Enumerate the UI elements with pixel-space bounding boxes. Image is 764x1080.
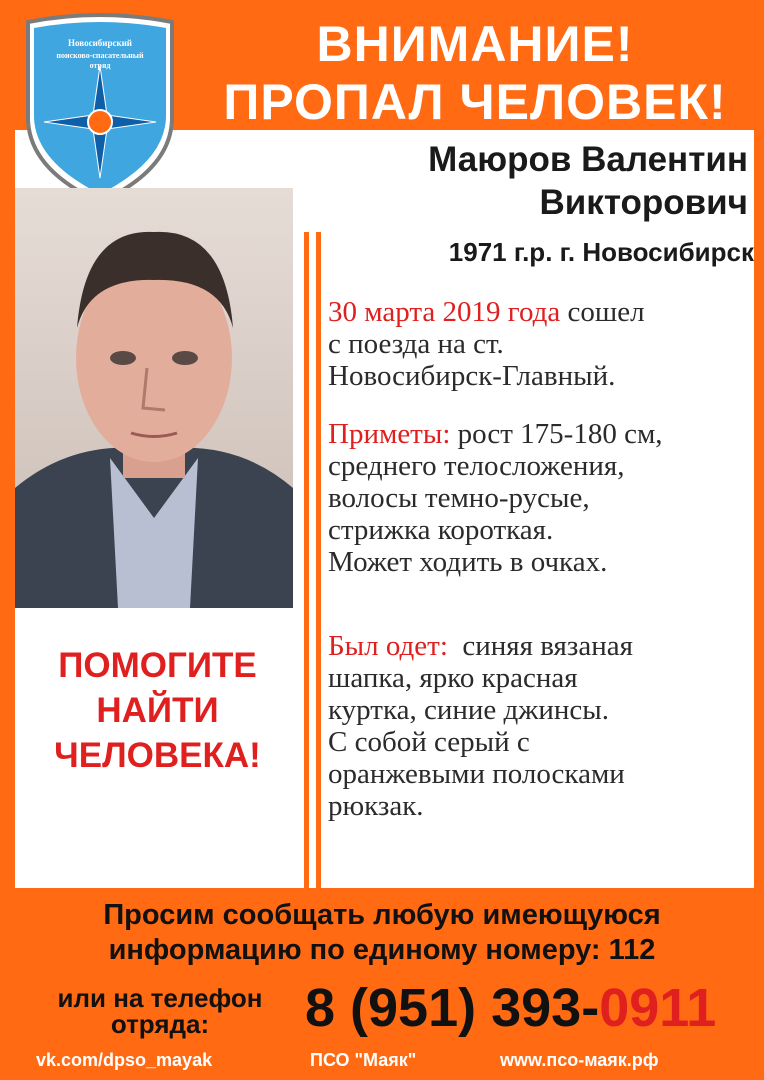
report-request	[10, 898, 754, 968]
help-line-3: ЧЕЛОВЕКА!	[54, 736, 261, 775]
help-line-2: НАЙТИ	[96, 691, 219, 730]
clothes-line-1: синяя вязаная	[462, 630, 633, 662]
logo-text-3: отряд	[89, 61, 111, 70]
signs-line-5: Может ходить в очках.	[328, 546, 608, 578]
footer-links	[0, 1046, 764, 1076]
disappearance-details	[328, 296, 758, 392]
signs-line-4: стрижка короткая.	[328, 514, 554, 546]
website-link[interactable]: www.псо-маяк.рф	[500, 1050, 659, 1070]
help-line-1: ПОМОГИТЕ	[58, 646, 257, 685]
signs-label: Приметы:	[328, 418, 451, 450]
clothes-line-3: куртка, синие джинсы.	[328, 694, 609, 726]
distinguishing-signs	[328, 418, 758, 578]
clothes-line-5: оранжевыми полосками	[328, 758, 625, 790]
request-line-2: информацию по единому номеру: 112	[108, 934, 656, 966]
clothing-description	[328, 630, 758, 822]
details-line-2: с поезда на ст.	[328, 328, 504, 360]
clothes-line-4: С собой серый с	[328, 726, 530, 758]
signs-line-2: среднего телосложения,	[328, 450, 625, 482]
org-name: ПСО "Маяк"	[310, 1050, 417, 1070]
phone-label-line-1: или на телефон	[57, 983, 263, 1013]
phone-label-line-2: отряда:	[110, 1009, 210, 1039]
person-name	[330, 138, 748, 224]
phone-number-main: 8 (951) 393-	[305, 978, 600, 1038]
header-line-2: ПРОПАЛ ЧЕЛОВЕК!	[223, 74, 727, 130]
clothes-line-2: шапка, ярко красная	[328, 662, 578, 694]
divider-stripes	[304, 232, 324, 888]
person-name-line-2: Викторович	[539, 183, 748, 222]
phone-number-end: 0911	[599, 978, 717, 1038]
logo-text-1: Новосибирский	[68, 38, 132, 48]
date-text: 30 марта 2019 года	[328, 296, 561, 328]
logo-text-2: поисково-спасательный	[56, 51, 144, 60]
person-birth: 1971 г.р. г. Новосибирск	[448, 237, 754, 267]
request-line-1: Просим сообщать любую имеющуюся	[103, 899, 661, 931]
details-line-3: Новосибирск-Главный.	[328, 360, 616, 392]
date-rest-text: сошел	[567, 296, 645, 328]
header-line-1: ВНИМАНИЕ!	[316, 16, 634, 72]
clothes-label: Был одет:	[328, 630, 448, 662]
clothes-line-6: рюкзак.	[328, 790, 424, 822]
poster-header	[200, 15, 750, 131]
vk-link[interactable]: vk.com/dpso_mayak	[36, 1050, 213, 1070]
person-name-line-1: Маюров Валентин	[428, 140, 748, 179]
signs-line-1: рост 175-180 см,	[457, 418, 663, 450]
person-photo	[15, 188, 293, 608]
phone-label	[20, 985, 300, 1037]
help-find-text	[25, 643, 290, 778]
signs-line-3: волосы темно-русые,	[328, 482, 590, 514]
phone-number[interactable]	[305, 978, 755, 1038]
